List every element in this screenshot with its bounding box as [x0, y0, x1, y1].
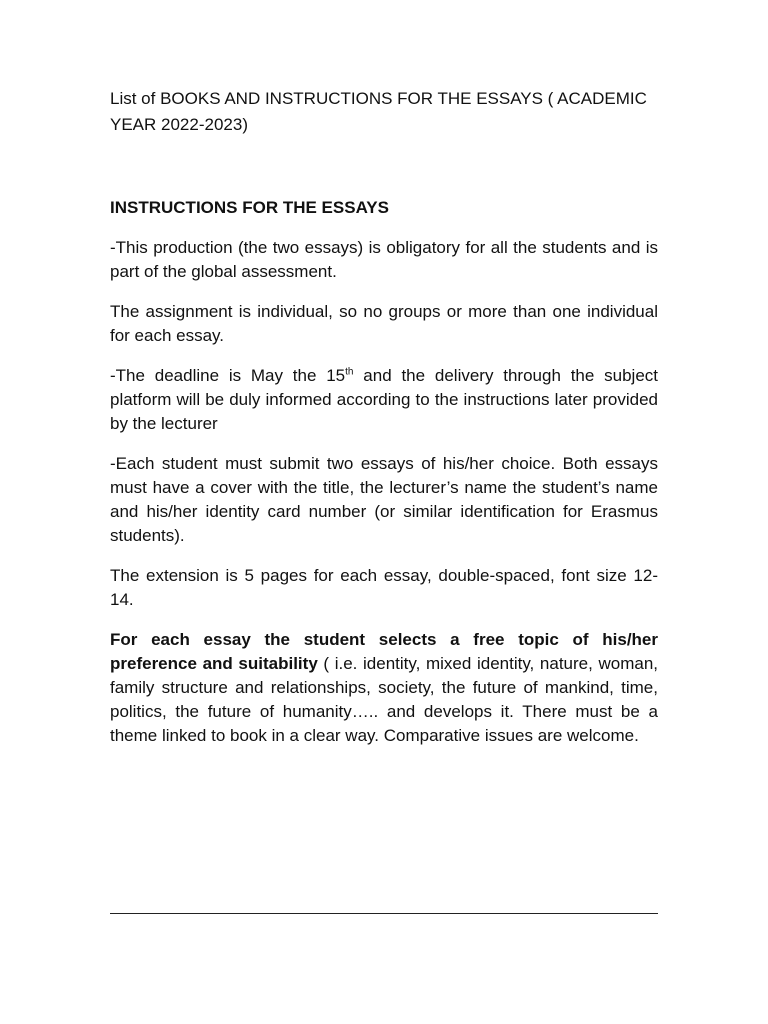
paragraph-topic: [110, 628, 658, 748]
topic-text: ( i.e. identity, mixed identity, nature, woman, family structure and relationships, society, the future of mankind, time, politics, the future of humanity….. and develops it. There must be a theme linked to book in a clear way. Comparative issues are welcome.: [110, 654, 658, 745]
paragraph-extension: The extension is 5 pages for each essay, double-spaced, font size 12-14.: [110, 566, 658, 609]
paragraph-obligatory: -This production (the two essays) is obligatory for all the students and is part of the global assessment.: [110, 238, 658, 281]
deadline-text-end: and the delivery through the subject platform will be duly informed according to the instructions later provided by the lecturer: [110, 366, 658, 433]
deadline-text-start: -The deadline is May the 15: [110, 366, 346, 385]
deadline-ordinal-superscript: th: [345, 366, 354, 378]
footer-divider: [110, 913, 658, 914]
paragraph-submission: -Each student must submit two essays of his/her choice. Both essays must have a cover with the title, the lecturer’s name the student’s name and his/her identity card number (or similar identification for Erasmus students).: [110, 454, 658, 545]
section-heading: INSTRUCTIONS FOR THE ESSAYS: [110, 198, 389, 217]
document-page: [110, 86, 658, 764]
paragraph-individual: The assignment is individual, so no groups or more than one individual for each essay.: [110, 302, 658, 345]
document-title: List of BOOKS AND INSTRUCTIONS FOR THE ESSAYS ( ACADEMIC YEAR 2022-2023): [110, 89, 647, 134]
topic-bold-lead: For each essay the student selects a free topic of his/her preference and suitability: [110, 630, 658, 673]
paragraph-deadline: [110, 364, 658, 436]
